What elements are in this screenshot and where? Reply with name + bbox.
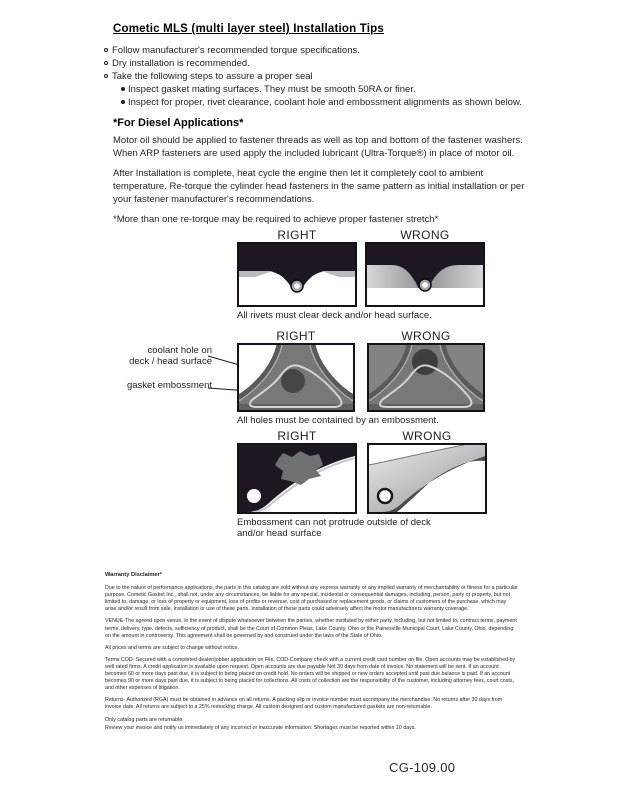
figure-caption: All rivets must clear deck and/or head surface.	[237, 310, 432, 321]
installation-tips-list	[104, 44, 538, 109]
circle-bullet-icon	[104, 48, 108, 52]
figure-caption: Embossment can not protrude outside of deck and/or head surface	[237, 517, 431, 539]
dot-bullet-icon	[121, 100, 125, 104]
list-item	[104, 96, 538, 109]
section-heading: *For Diesel Applications*	[113, 117, 244, 129]
figure-callout-labels	[98, 345, 212, 391]
warranty-disclaimer-heading: Warranty Disclaimer*	[105, 572, 163, 578]
fig1-right-panel-illustration	[237, 242, 357, 307]
wrong-label: WRONG	[402, 429, 452, 443]
tip-text: Take the following steps to assure a proper seal	[112, 71, 313, 82]
figure-embossment-protrusion	[237, 429, 487, 539]
figure-caption: All holes must be contained by an embossment.	[237, 415, 439, 426]
tip-text: Inspect for proper, rivet clearance, coolant hole and embossment alignments as shown below.	[128, 97, 522, 108]
fig2-right-panel-illustration	[237, 343, 355, 412]
list-item	[104, 44, 538, 57]
wrong-label: WRONG	[400, 228, 450, 242]
figure-coolant-holes	[237, 329, 485, 426]
dot-bullet-icon	[121, 87, 125, 91]
legal-paragraph: All prices and terms are subject to change without notice.	[105, 644, 239, 651]
legal-paragraph: Review your invoice and notify us immediately of any incorrect or inaccurate information. Shortages must be reported within 10 days.	[105, 724, 416, 731]
legal-fine-print	[105, 572, 518, 733]
legal-paragraph: Due to the nature of performance applications, the parts in this catalog are sold without any express warranty or any implied warranty of merchantability or fitness for a particular purpose. Cometic Gasket Inc., shall not, under any circumstances, be liable for any special, incidental or consequential damages, including, person, party or property, but not limited to, damage, or loss of property or equipment, loss of profits or revenue, cost of purchased or replacement goods, or claims of customers of the purchase, which may arise and/or result from sale, installation or use of these parts. Installation of these parts could adversely affect the motor manufacturers warranty coverage.	[105, 585, 518, 613]
circle-bullet-icon	[104, 61, 108, 65]
bolt-hole	[247, 489, 261, 503]
note-text: *More than one re-torque may be required to achieve proper fastener stretch*	[113, 214, 439, 225]
rivet-center	[422, 282, 428, 288]
legal-paragraph: Only catalog parts are returnable.	[105, 716, 184, 723]
coolant-hole	[412, 349, 438, 375]
legal-paragraph: Returns- Authorized (RGA) must be obtained in advance on all returns. A packing slip or invoice number must accompany the merchandise. No returns after 30 days from invoice date. All returns are subject to a 25% restocking charge. All custom designed and custom manufactured gaskets are non-returnable.	[105, 697, 503, 711]
fig2-wrong-panel-illustration	[367, 343, 485, 412]
page-title: Cometic MLS (multi layer steel) Installation Tips	[113, 23, 384, 35]
list-item	[104, 57, 538, 70]
list-item	[104, 70, 538, 83]
paragraph: After Installation is complete, heat cycle the engine then let it completely cool to ambient temperature. Re-torque the cylinder head fasteners in the same pattern as initial installation or per your fastener manufacturer's recommendations.	[113, 168, 525, 205]
fig3-wrong-panel-illustration	[367, 443, 487, 514]
right-label: RIGHT	[277, 429, 317, 443]
rivet-center	[294, 283, 300, 289]
page-number: CG-109.00	[389, 760, 456, 775]
list-item	[104, 83, 538, 96]
fig1-wrong-panel-illustration	[365, 242, 485, 307]
tip-text: Follow manufacturer's recommended torque specifications.	[112, 45, 360, 56]
coolant-hole	[281, 369, 305, 393]
circle-bullet-icon	[104, 74, 108, 78]
gasket-embossment-label: gasket embossment	[126, 380, 212, 391]
right-label: RIGHT	[277, 228, 317, 242]
diesel-applications-section	[113, 117, 527, 233]
bolt-hole	[378, 489, 392, 503]
legal-paragraph: VENUE-The agreed upon venue, in the event of dispute whatsoever between the parties, whether instituted by either party, including, but not limited to, contract terms, payment terms, delivery, type, defects, sufficiency of product, shall be the Court of Common Pleas, Lake County, Ohio or the Painesville Municipal Court, Lake County, Ohio, depending on the amount in controversy. This agreement shall be governed by and construed under the laws of the State of Ohio.	[105, 618, 517, 639]
right-label: RIGHT	[276, 329, 316, 343]
coolant-hole-label: deck / head surface	[129, 356, 212, 367]
figure-rivets	[237, 228, 485, 321]
fig3-right-panel-illustration	[237, 443, 357, 514]
coolant-hole-label: coolant hole on	[147, 345, 212, 356]
wrong-label: WRONG	[401, 329, 451, 343]
legal-paragraph: Terms COD- Secured with a completed dealer/jobber application on File, COD-Company check with a current credit card number on file. Open accounts may be established by well rated firms. A credit application is available upon request. Open accounts are due payable Net 30 days from date of invoice. No statement will be sent. If an account becomes 60 or more days past due, it is subject to being placed on credit hold. No orders will be shipped or new orders accepted until past due balance is paid. If an account becomes 90 or more days past due, it is subject to being placed for collections. All costs of collection are the responsibility of the customer, including attorney fees, court costs, and other expenses of litigation.	[105, 656, 516, 692]
paragraph: Motor oil should be applied to fastener threads as well as top and bottom of the fastener washers. When ARP fasteners are used apply the included lubricant (Ultra-Torque®) in place of motor oil.	[113, 135, 523, 159]
tip-text: Inspect gasket mating surfaces. They must be smooth 50RA or finer.	[128, 84, 416, 95]
tip-text: Dry installation is recommended.	[112, 58, 250, 69]
